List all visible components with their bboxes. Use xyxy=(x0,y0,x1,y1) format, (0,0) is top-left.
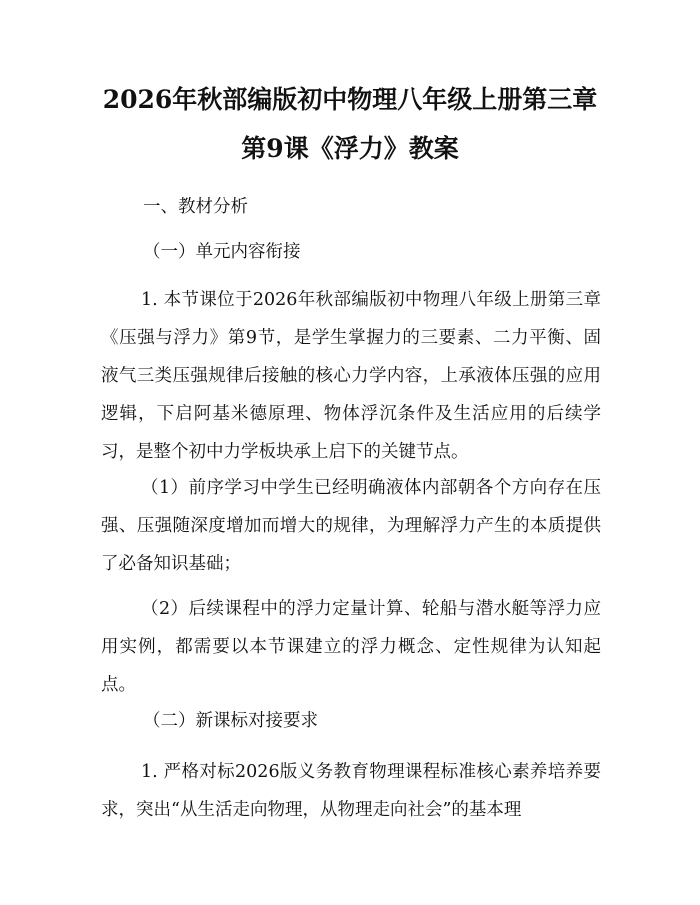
section-heading-teaching-material-analysis: 一、教材分析 xyxy=(143,197,248,217)
document-title-line-1: 2026年秋部编版初中物理八年级上册第三章 xyxy=(102,85,598,114)
paragraph-follow-up-learning: （2）后续课程中的浮力定量计算、轮船与潜水艇等浮力应用实例，都需要以本节课建立的浮力概念、定性规律为认知起点。 xyxy=(101,599,601,695)
subsection-heading-curriculum-standards: （二）新课标对接要求 xyxy=(143,711,318,731)
paragraph-curriculum-alignment: 1. 严格对标2026版义务教育物理课程标准核心素养培养要求，突出“从生活走向物理，从物理走向社会”的基本理 xyxy=(101,762,601,820)
subsection-heading-unit-connection: （一）单元内容衔接 xyxy=(143,242,301,262)
document-title-line-2: 第9课《浮力》教案 xyxy=(241,134,459,163)
paragraph-prior-learning: （1）前序学习中学生已经明确液体内部朝各个方向存在压强、压强随深度增加而增大的规律，为理解浮力产生的本质提供了必备知识基础； xyxy=(101,478,601,574)
paragraph-lesson-position: 1. 本节课位于2026年秋部编版初中物理八年级上册第三章《压强与浮力》第9节，是学生掌握力的三要素、二力平衡、固液气三类压强规律后接触的核心力学内容，上承液体压强的应用逻辑，下启阿基米德原理、物体浮沉条件及生活应用的后续学习，是整个初中力学板块承上启下的关键节点。 xyxy=(101,290,601,462)
